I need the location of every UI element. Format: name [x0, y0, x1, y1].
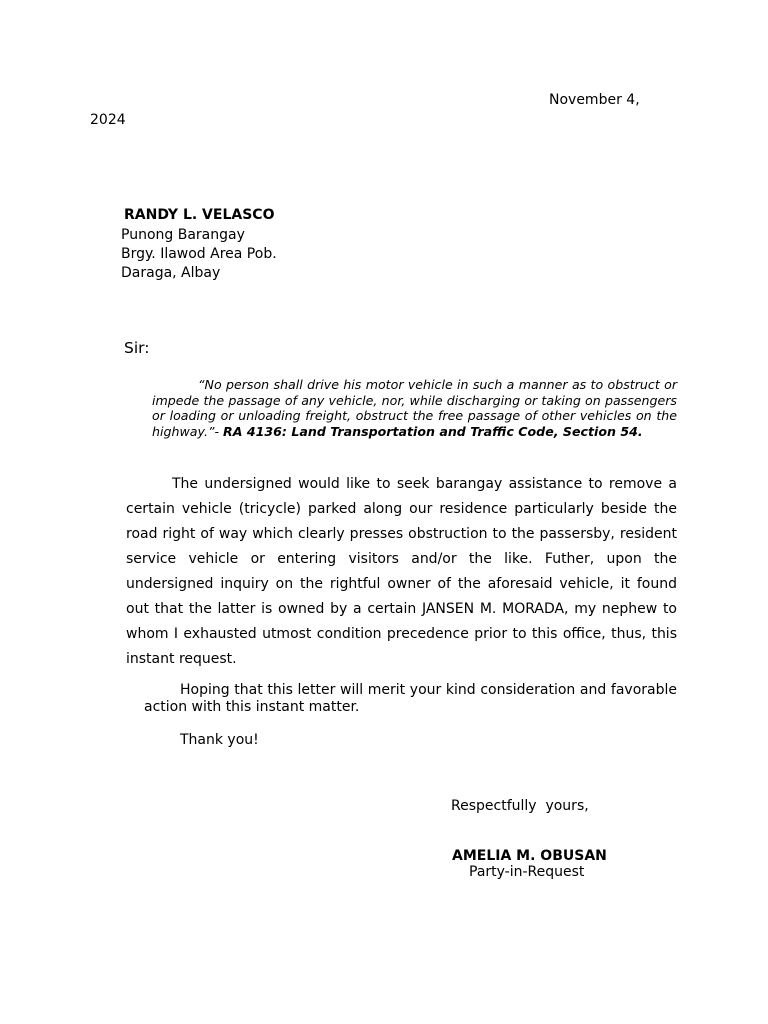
- quote-citation: RA 4136: Land Transportation and Traffic Code, Section 54.: [223, 423, 643, 439]
- closing: Respectfully yours,: [451, 798, 589, 814]
- body-paragraph: The undersigned would like to seek barangay assistance to remove a certain vehicle (tricycle) parked along our residence particularly beside the road right of way which clearly presses obstruction to the passersby, resident service vehicle or entering visitors and/or the like. Futher, upon the undersigned inquiry on the rightful owner of the aforesaid vehicle, it found out that the latter is owned by a certain JANSEN M. MORADA, my nephew to whom I exhausted utmost condition precedence prior to this office, thus, this instant request.: [126, 476, 677, 667]
- date-line-2: 2024: [90, 112, 126, 128]
- recipient-title: Punong Barangay: [121, 227, 245, 243]
- legal-quote: [152, 377, 677, 439]
- signer-role: Party-in-Request: [469, 864, 585, 880]
- hoping-paragraph: Hoping that this letter will merit your kind consideration and favorable action with this instant matter.: [144, 682, 677, 715]
- thank-you-line: Thank you!: [180, 732, 259, 748]
- quote-text: “No person shall drive his motor vehicle in such a manner as to obstruct or impede the passage of any vehicle, nor, while discharging or taking on passengers or loading or unloading freight, obstruct the free passage of other vehicles on the highway.”-: [152, 377, 677, 439]
- recipient-address-line-2: Daraga, Albay: [121, 265, 221, 281]
- signer-name: AMELIA M. OBUSAN: [452, 848, 607, 864]
- recipient-name: RANDY L. VELASCO: [124, 207, 275, 223]
- salutation: Sir:: [124, 339, 150, 357]
- date-line-1: November 4,: [549, 92, 640, 108]
- recipient-address-line-1: Brgy. Ilawod Area Pob.: [121, 246, 277, 262]
